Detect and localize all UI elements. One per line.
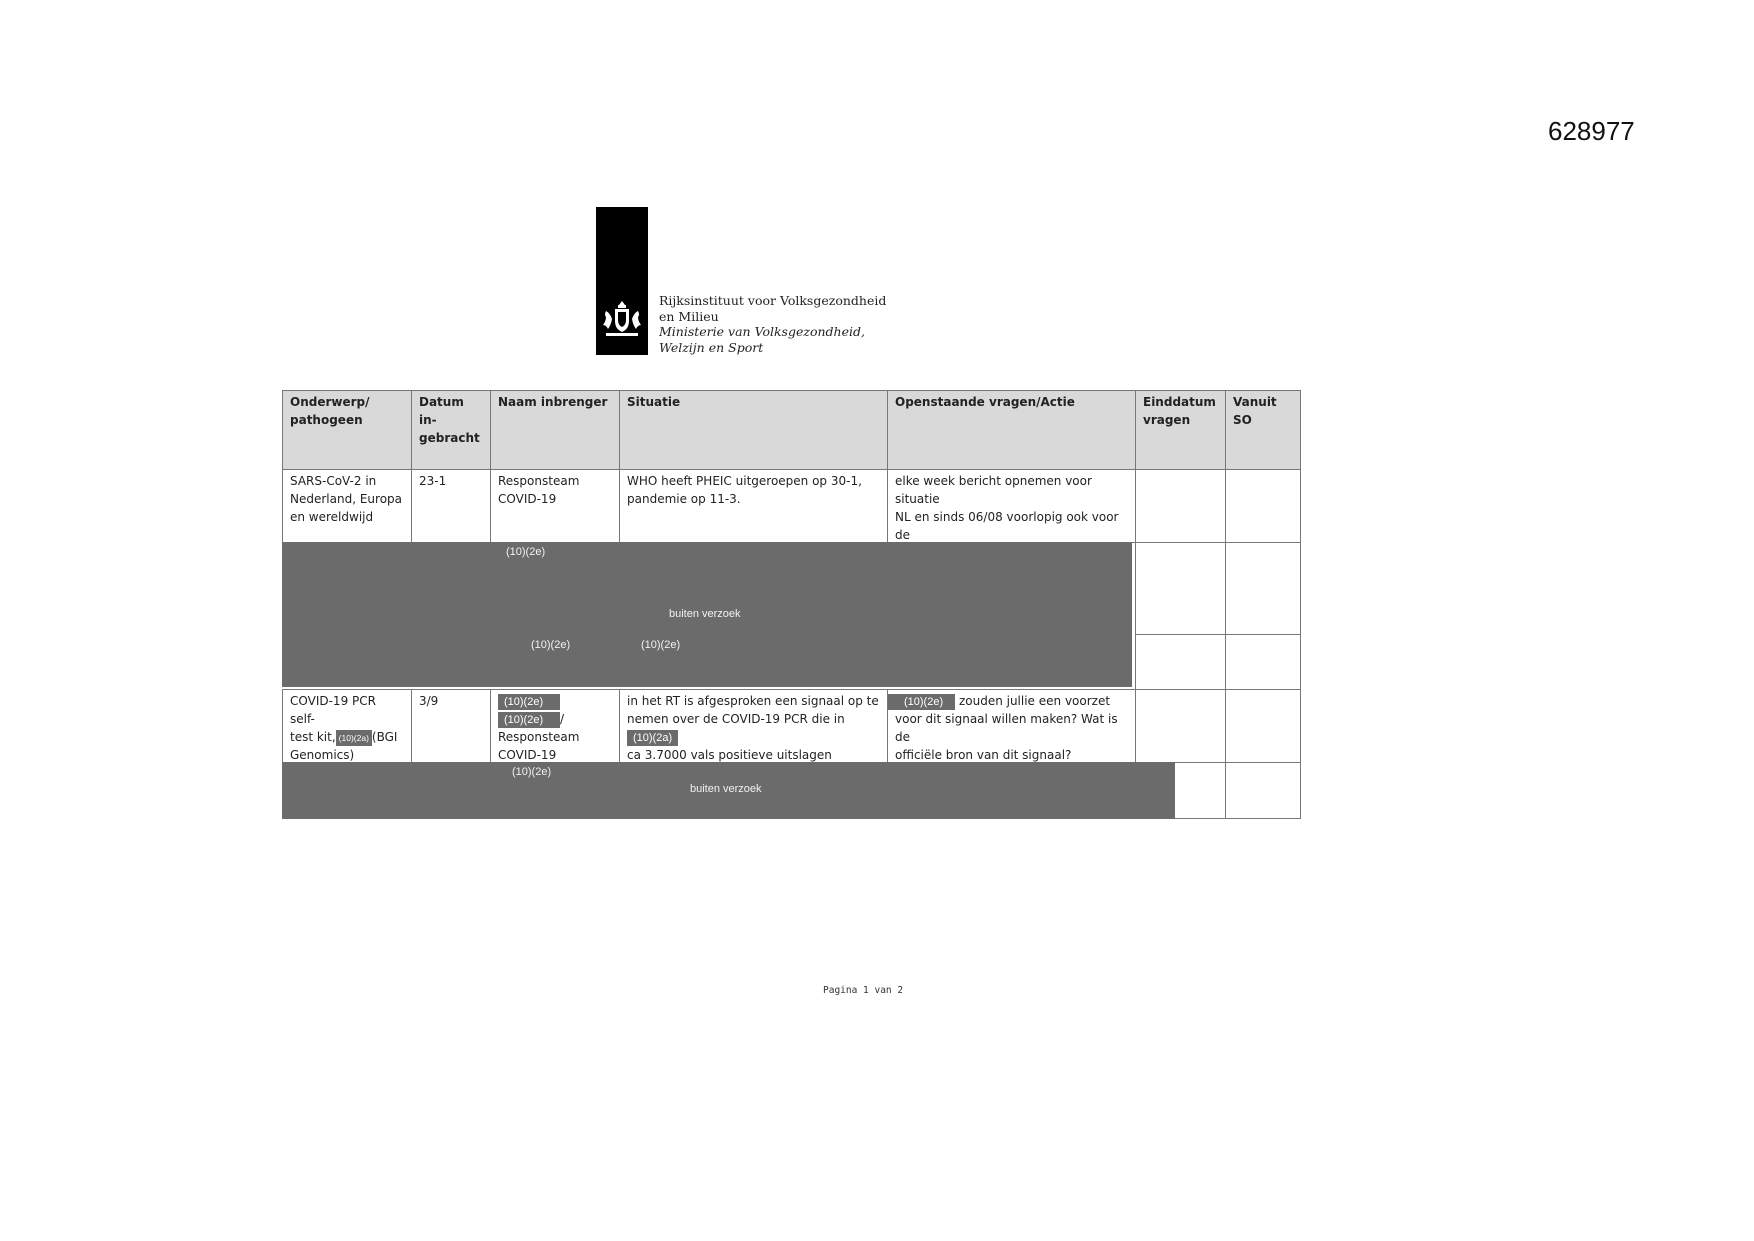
header-subject-line2: pathogeen: [290, 413, 363, 427]
row3-questions-line1: [888, 692, 1128, 710]
row1-situation-line2: pandemie op 11-3.: [627, 492, 741, 506]
row1-submitter-line1: Responsteam: [498, 474, 580, 488]
logo-line-4: Welzijn en Sport: [659, 339, 764, 355]
header-from-so: Vanuit SO: [1225, 390, 1301, 470]
logo-line-3: Ministerie van Volksgezondheid,: [659, 324, 865, 339]
row2-end-date: [1135, 542, 1226, 635]
row3-subject-line3: Genomics): [290, 748, 355, 762]
rivm-logo-bar: [596, 207, 648, 355]
signal-table: [282, 390, 1301, 819]
redaction-label: (10)(2e): [641, 639, 681, 651]
row4-from-so: [1225, 762, 1301, 819]
row3-submitter-line3: Responsteam: [498, 730, 580, 744]
row3-situation: [619, 689, 888, 763]
royal-coat-of-arms-icon: [600, 297, 644, 341]
row3-submitter-line2: [498, 710, 612, 728]
redaction-chip: (10)(2a): [627, 730, 678, 746]
redaction-label: (10)(2e): [506, 546, 546, 558]
header-date-line2: gebracht: [419, 431, 480, 445]
redaction-block: [282, 542, 1132, 687]
row1-end-date: [1135, 469, 1226, 543]
header-end-date-line2: vragen: [1143, 413, 1191, 427]
page-footer: Pagina 1 van 2: [823, 985, 904, 996]
row1-subject-line2: Nederland, Europa: [290, 492, 403, 506]
row3-from-so: [1225, 689, 1301, 763]
redaction-reason: buiten verzoek: [690, 783, 762, 795]
redaction-chip: (10)(2a): [336, 730, 372, 746]
row3-subject: [282, 689, 412, 763]
row3-subject-prefix: test kit,: [290, 730, 336, 744]
row1-submitter: [490, 469, 620, 543]
redaction-reason: buiten verzoek: [669, 608, 741, 620]
redaction-chip: (10)(2e): [888, 694, 955, 710]
header-subject-line1: Onderwerp/: [290, 395, 370, 409]
redaction-block: [282, 762, 1175, 819]
row2-from-so: [1225, 542, 1301, 635]
row1-subject: [282, 469, 412, 543]
row3-questions: [887, 689, 1136, 763]
row3-submitter: [490, 689, 620, 763]
row3-questions-line3: officiële bron van dit signaal?: [895, 748, 1072, 762]
redaction-label: (10)(2e): [531, 639, 571, 651]
header-situation: Situatie: [619, 390, 888, 470]
row3-situation-line1: in het RT is afgesproken een signaal op te: [627, 694, 879, 708]
row3-situation-line2: [627, 710, 880, 746]
row3-subject-suffix: (BGI: [371, 730, 398, 744]
document-number: 628977: [1548, 116, 1635, 146]
row3-submitter-line1: [498, 692, 612, 710]
logo-text: [659, 293, 886, 355]
row3-situation-line3: ca 3.7000 vals positieve uitslagen: [627, 748, 832, 762]
row1-questions-line1: elke week bericht opnemen voor situatie: [895, 474, 1092, 506]
redaction-chip: (10)(2e): [498, 694, 560, 710]
row1-from-so: [1225, 469, 1301, 543]
row1-situation: [619, 469, 888, 543]
header-date-line1: Datum in-: [419, 395, 464, 427]
header-submitter: Naam inbrenger: [490, 390, 620, 470]
row1-questions-line2: NL en sinds 06/08 voorlopig ook voor de: [895, 510, 1119, 542]
row1-situation-line1: WHO heeft PHEIC uitgeroepen op 30-1,: [627, 474, 862, 488]
row1-questions: [887, 469, 1136, 543]
row3-submitter-slash: /: [560, 712, 565, 726]
row2b-end-date: [1135, 634, 1226, 690]
row3-date: 3/9: [411, 689, 491, 763]
row1-subject-line3: en wereldwijd: [290, 510, 374, 524]
row3-questions-suffix: zouden jullie een voorzet: [958, 694, 1111, 708]
header-questions: Openstaande vragen/Actie: [887, 390, 1136, 470]
row1-date: 23-1: [411, 469, 491, 543]
logo-line-2: en Milieu: [659, 308, 719, 324]
row3-situation-prefix: nemen over de COVID-19 PCR die in: [627, 712, 845, 726]
row3-end-date: [1135, 689, 1226, 763]
row3-subject-line1: COVID-19 PCR self-: [290, 694, 376, 726]
row2b-from-so: [1225, 634, 1301, 690]
logo-line-1: Rijksinstituut voor Volksgezondheid: [659, 293, 887, 308]
row3-questions-line2: voor dit signaal willen maken? Wat is de: [895, 712, 1118, 744]
row1-subject-line1: SARS-CoV-2 in: [290, 474, 377, 488]
row1-submitter-line2: COVID-19: [498, 492, 557, 506]
header-subject: [282, 390, 412, 470]
redaction-label: (10)(2e): [512, 766, 552, 778]
redaction-chip: (10)(2e): [498, 712, 560, 728]
header-date: [411, 390, 491, 470]
header-end-date: [1135, 390, 1226, 470]
header-end-date-line1: Einddatum: [1143, 395, 1216, 409]
row3-submitter-line4: COVID-19: [498, 748, 557, 762]
row3-subject-line2: [290, 728, 404, 746]
